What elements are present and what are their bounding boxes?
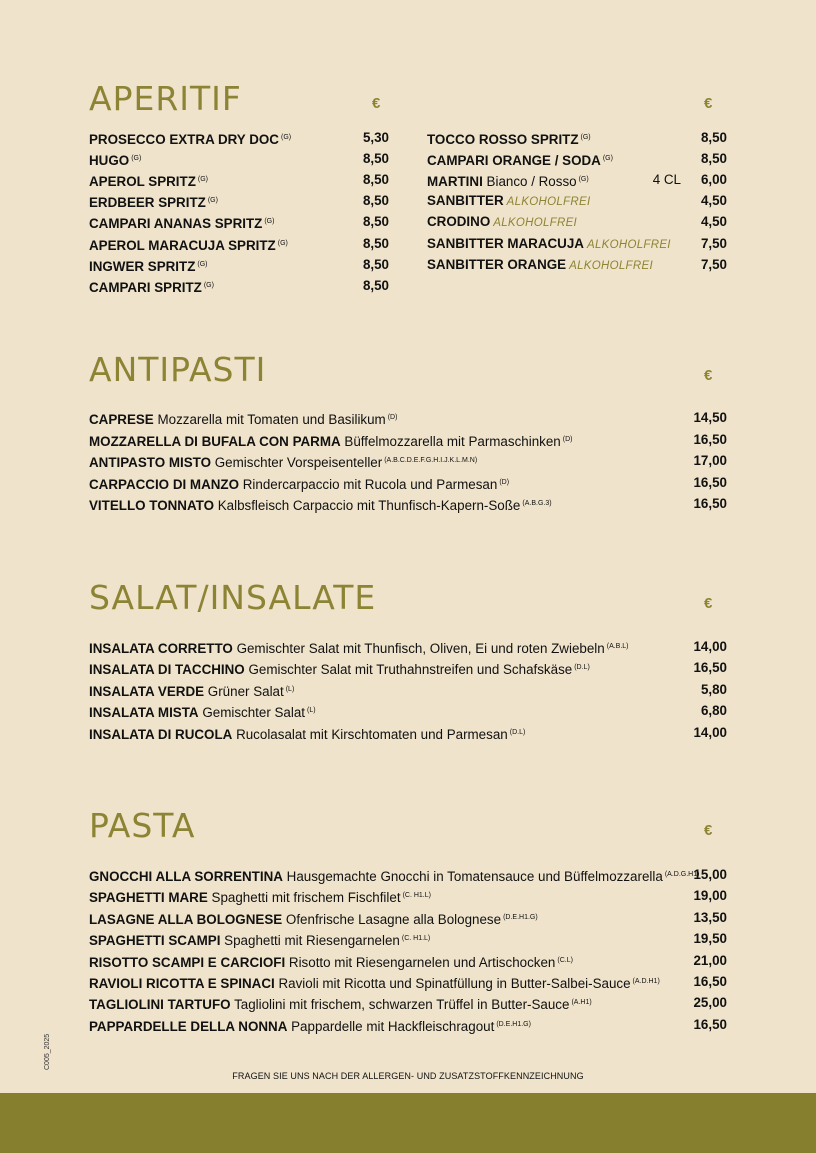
- item-price: 8,50: [362, 193, 389, 209]
- menu-item: [89, 907, 727, 928]
- menu-item: [427, 254, 727, 275]
- allergen-codes: (D): [499, 478, 510, 486]
- menu-item: [427, 148, 727, 169]
- allergen-codes: (C. H1.L): [401, 935, 431, 943]
- item-name: SANBITTER: [427, 193, 504, 209]
- item-name: INSALATA MISTA: [89, 705, 199, 721]
- allergen-codes: (C. H1.L): [402, 892, 431, 900]
- menu-item: [89, 450, 727, 471]
- item-name: APEROL MARACUJA SPRITZ: [89, 237, 276, 253]
- menu-item: [427, 233, 727, 254]
- menu-item: [89, 127, 389, 148]
- menu-item: [89, 211, 389, 232]
- item-description: Bianco / Rosso: [486, 174, 577, 190]
- allergen-codes: (C.L): [557, 956, 573, 964]
- item-price: 16,50: [693, 496, 727, 512]
- item-name: RISOTTO SCAMPI E CARCIOFI: [89, 954, 286, 970]
- menu-item: [89, 1014, 727, 1035]
- item-name: MOZZARELLA DI BUFALA CON PARMA: [89, 433, 341, 449]
- allergen-codes: (D.E.H1.G): [503, 913, 538, 921]
- allergen-codes: (D.L): [574, 664, 590, 672]
- alcohol-free-tag: ALKOHOLFREI: [493, 217, 578, 230]
- item-description: Ravioli mit Ricotta und Spinatfüllung in Butter-Salbei-Sauce: [278, 976, 631, 991]
- allergen-codes: (L): [307, 707, 316, 715]
- menu-item: [89, 407, 727, 428]
- item-price: 14,00: [693, 724, 727, 740]
- allergen-codes: (D): [387, 414, 398, 421]
- item-name: TAGLIOLINI TARTUFO: [89, 997, 231, 1013]
- allergen-codes: (G): [277, 239, 288, 247]
- item-price: 8,50: [362, 277, 389, 293]
- item-description: Spaghetti mit frischem Fischfilet: [211, 890, 401, 906]
- item-name: INSALATA CORRETTO: [89, 641, 233, 656]
- menu-item: [89, 429, 727, 450]
- menu-item: [89, 950, 727, 971]
- item-name: MARTINI: [427, 174, 483, 190]
- item-description: Spaghetti mit Riesengarnelen: [224, 933, 400, 949]
- allergen-codes: (G): [131, 155, 142, 163]
- item-name: GNOCCHI ALLA SORRENTINA: [89, 869, 283, 884]
- item-price: 7,50: [700, 256, 727, 272]
- antipasti-title: ANTIPASTI: [89, 350, 267, 389]
- bottom-band: [0, 1093, 816, 1153]
- item-description: Gemischter Salat mit Thunfisch, Oliven, Ei und roten Zwiebeln: [236, 641, 605, 656]
- allergen-codes: (D.E.H1.G): [496, 1020, 531, 1028]
- item-price: 15,00: [693, 867, 727, 882]
- item-name: SANBITTER MARACUJA: [427, 235, 584, 251]
- allergen-codes: (G): [203, 281, 214, 289]
- menu-item: [89, 700, 727, 721]
- item-name: CARPACCIO DI MANZO: [89, 476, 240, 492]
- item-name: HUGO: [89, 153, 130, 169]
- allergen-note: FRAGEN SIE UNS NACH DER ALLERGEN- UND ZUSATZSTOFFKENNZEICHNUNG: [232, 1071, 584, 1081]
- item-name: INSALATA DI RUCOLA: [89, 726, 233, 742]
- item-name: CAMPARI ANANAS SPRITZ: [89, 216, 263, 232]
- item-price: 5,30: [362, 130, 389, 145]
- menu-item: [89, 275, 389, 296]
- menu-item: [89, 992, 727, 1013]
- item-price: 16,50: [693, 474, 727, 490]
- menu-item: [427, 190, 727, 211]
- item-price: 4,50: [700, 193, 727, 209]
- item-description: Kalbsfleisch Carpaccio mit Thunfisch-Kapern-Soße: [217, 498, 521, 514]
- item-description: Hausgemachte Gnocchi in Tomatensauce und Büffelmozzarella: [286, 869, 663, 884]
- item-description: Gemischter Vorspeisenteller: [214, 455, 383, 471]
- item-price: 21,00: [693, 952, 727, 968]
- item-name: ANTIPASTO MISTO: [89, 455, 212, 471]
- item-name: SANBITTER ORANGE: [427, 256, 567, 272]
- menu-item: [89, 233, 389, 254]
- item-price: 8,50: [362, 235, 389, 251]
- menu-item: [89, 722, 727, 743]
- allergen-codes: (A.D.G.H1): [664, 871, 700, 878]
- item-name: TOCCO ROSSO SPRITZ: [427, 132, 579, 147]
- item-price: 19,00: [693, 888, 727, 904]
- item-price: 8,50: [362, 256, 389, 272]
- item-description: Tagliolini mit frischem, schwarzen Trüffel in Butter-Sauce: [234, 997, 570, 1013]
- item-price: 17,00: [693, 453, 727, 469]
- item-price: 6,00: [700, 172, 727, 188]
- item-name: CAPRESE: [89, 412, 154, 427]
- menu-item: [89, 636, 727, 657]
- item-price: 14,00: [693, 639, 727, 654]
- item-description: Gemischter Salat: [202, 705, 306, 721]
- item-name: VITELLO TONNATO: [89, 498, 214, 514]
- aperitif-euro-left: €: [372, 95, 381, 112]
- item-price: 19,50: [693, 931, 727, 947]
- menu-item: [89, 472, 727, 493]
- item-price: 14,50: [693, 410, 727, 425]
- item-description: Rucolasalat mit Kirschtomaten und Parmesan: [236, 726, 508, 742]
- item-description: Mozzarella mit Tomaten und Basilikum: [157, 412, 386, 427]
- item-description: Gemischter Salat mit Truthahnstreifen und Schafskäse: [248, 662, 573, 678]
- menu-item: [89, 148, 389, 169]
- menu-item: [89, 254, 389, 275]
- item-price: 16,50: [693, 660, 727, 676]
- allergen-codes: (A.D.H1): [632, 978, 660, 985]
- pasta-euro: €: [704, 822, 713, 839]
- allergen-codes: (G): [264, 218, 275, 226]
- allergen-codes: (D): [562, 435, 573, 443]
- antipasti-euro: €: [704, 367, 713, 384]
- menu-item: [89, 885, 727, 906]
- item-price: 6,80: [700, 703, 727, 719]
- menu-item: [89, 864, 727, 885]
- allergen-codes: (A.H1): [571, 999, 592, 1007]
- item-name: PROSECCO EXTRA DRY DOC: [89, 132, 279, 147]
- item-description: Ofenfrische Lasagne alla Bolognese: [285, 911, 502, 927]
- allergen-codes: (G): [197, 176, 208, 184]
- salat-euro: €: [704, 595, 713, 612]
- item-name: CAMPARI ORANGE / SODA: [427, 153, 601, 169]
- item-name: LASAGNE ALLA BOLOGNESE: [89, 911, 283, 927]
- item-name: INSALATA DI TACCHINO: [89, 662, 245, 678]
- alcohol-free-tag: ALKOHOLFREI: [586, 238, 671, 251]
- allergen-codes: (G): [602, 155, 613, 163]
- allergen-codes: (G): [207, 197, 218, 205]
- alcohol-free-tag: ALKOHOLFREI: [506, 196, 591, 209]
- allergen-codes: (G): [580, 134, 591, 141]
- item-name: PAPPARDELLE DELLA NONNA: [89, 1018, 288, 1034]
- menu-item: [89, 928, 727, 949]
- item-name: SPAGHETTI SCAMPI: [89, 933, 221, 949]
- item-price: 8,50: [700, 130, 727, 145]
- item-price: 5,80: [700, 681, 727, 697]
- allergen-codes: (A.B.L): [606, 643, 629, 650]
- item-name: RAVIOLI RICOTTA E SPINACI: [89, 976, 275, 991]
- menu-item: [89, 679, 727, 700]
- item-name: APEROL SPRITZ: [89, 174, 196, 190]
- item-description: Rindercarpaccio mit Rucola und Parmesan: [242, 476, 498, 492]
- allergen-codes: (G): [578, 176, 589, 184]
- pasta-title: PASTA: [89, 806, 196, 845]
- item-price: 13,50: [693, 909, 727, 925]
- item-price: 8,50: [362, 172, 389, 188]
- item-price: 8,50: [700, 151, 727, 167]
- alcohol-free-tag: ALKOHOLFREI: [569, 259, 653, 272]
- item-quantity: 4 CL: [652, 172, 681, 188]
- item-name: ERDBEER SPRITZ: [89, 195, 206, 211]
- aperitif-title: APERITIF: [89, 79, 242, 118]
- item-price: 4,50: [700, 214, 727, 230]
- item-name: INSALATA VERDE: [89, 683, 205, 699]
- print-code: C005_2025: [44, 1033, 51, 1070]
- menu-item: [427, 211, 727, 232]
- item-price: 7,50: [700, 235, 727, 251]
- allergen-codes: (L): [285, 685, 295, 693]
- menu-item: [89, 493, 727, 514]
- menu-item: [89, 190, 389, 211]
- aperitif-euro-right: €: [704, 95, 713, 112]
- menu-item: [427, 169, 727, 190]
- allergen-codes: (D.L): [509, 728, 526, 736]
- menu-item: [427, 127, 727, 148]
- menu-item: [89, 169, 389, 190]
- item-name: CAMPARI SPRITZ: [89, 279, 202, 295]
- item-price: 8,50: [362, 214, 389, 230]
- item-price: 16,50: [693, 974, 727, 989]
- item-price: 16,50: [693, 431, 727, 447]
- allergen-codes: (G): [280, 134, 292, 141]
- allergen-codes: (G): [197, 260, 208, 268]
- salat-title: SALAT/INSALATE: [89, 578, 377, 617]
- menu-item: [89, 971, 727, 992]
- item-description: Büffelmozzarella mit Parmaschinken: [344, 433, 561, 449]
- allergen-codes: (A.B.G.3): [522, 500, 552, 508]
- item-name: INGWER SPRITZ: [89, 258, 196, 274]
- item-price: 25,00: [693, 995, 727, 1011]
- item-price: 16,50: [693, 1016, 727, 1032]
- item-price: 8,50: [362, 151, 389, 167]
- item-description: Risotto mit Riesengarnelen und Artischocken: [288, 954, 556, 970]
- item-description: Grüner Salat: [207, 683, 284, 699]
- item-name: CRODINO: [427, 214, 491, 230]
- item-name: SPAGHETTI MARE: [89, 890, 208, 906]
- menu-item: [89, 657, 727, 678]
- allergen-codes: (A.B.C.D.E.F.G.H.I.J.K.L.M.N): [384, 457, 478, 465]
- item-description: Pappardelle mit Hackfleischragout: [291, 1018, 495, 1034]
